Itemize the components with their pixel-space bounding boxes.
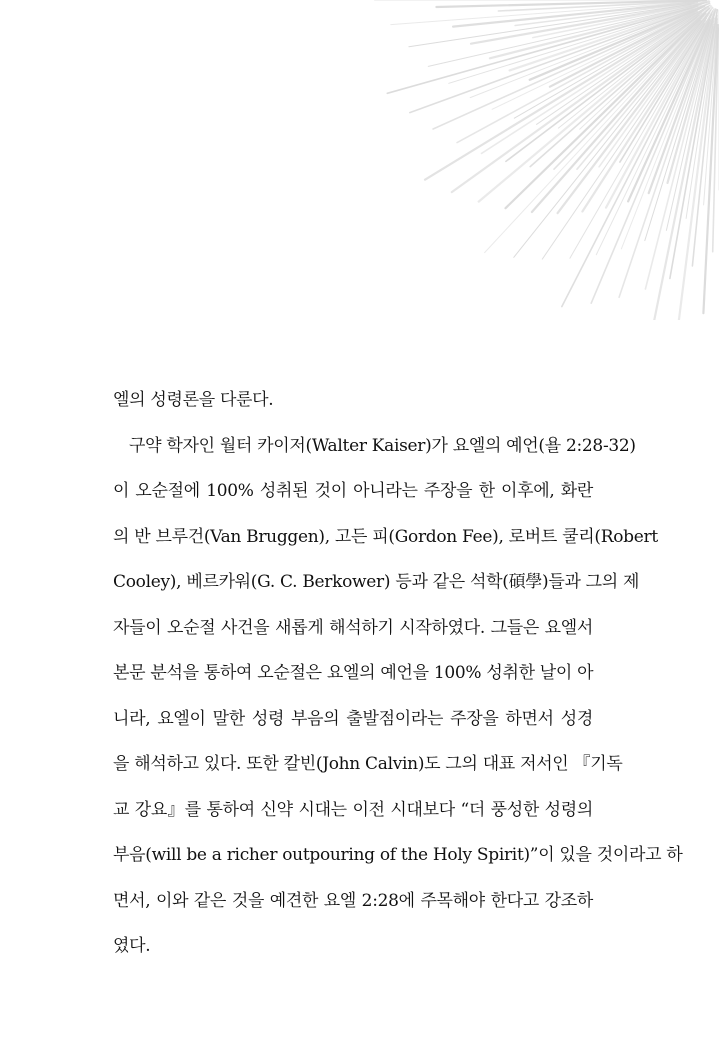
sunburst-ray — [510, 9, 693, 71]
sunburst-ray — [471, 2, 709, 44]
sunburst-ray — [428, 4, 703, 67]
sunburst-ray — [506, 15, 699, 161]
text-line: 엘의 성령론을 다룬다. — [113, 390, 274, 410]
sunburst-rays-icon — [0, 0, 719, 320]
text-line: 자들이 오순절 사건을 새롭게 해석하기 시작하였다. 그들은 요엘서 — [113, 617, 593, 638]
text-line: 의 반 브루건(Van Bruggen), 고든 피(Gordon Fee), 로버트 쿨리(Robert — [113, 526, 658, 547]
sunburst-ray — [436, 0, 706, 7]
sunburst-ray — [425, 7, 708, 180]
sunburst-ray — [606, 11, 713, 207]
sunburst-ray — [506, 13, 706, 208]
sunburst-ray — [599, 15, 708, 166]
sunburst-ray — [449, 7, 695, 83]
sunburst-ray — [692, 19, 717, 266]
sunburst-ray — [409, 4, 691, 47]
sunburst-ray — [533, 3, 707, 38]
text-line: 부음(will be a richer outpouring of the Holy Spirit)”이 있을 것이라고 하 — [113, 845, 683, 865]
sunburst-ray — [591, 23, 709, 303]
sunburst-ray — [530, 9, 709, 167]
sunburst-ray — [498, 1, 703, 11]
sunburst-ray — [668, 18, 714, 183]
sunburst-ray — [433, 8, 702, 129]
sunburst-ray — [562, 14, 712, 306]
sunburst-ray — [490, 5, 701, 59]
sunburst-ray — [582, 21, 705, 212]
sunburst-ray — [621, 26, 708, 249]
sunburst-ray — [570, 9, 714, 259]
sunburst-ray — [596, 17, 711, 255]
text-line: 구약 학자인 월터 카이저(Walter Kaiser)가 요엘의 예언(욜 2:28-32) — [129, 435, 636, 456]
sunburst-ray — [620, 24, 705, 162]
sunburst-ray — [542, 18, 706, 259]
sunburst-ray — [704, 22, 718, 205]
sunburst-ray — [558, 18, 697, 129]
sunburst-ray — [678, 16, 717, 320]
sunburst-ray — [649, 9, 716, 193]
sunburst-ray — [645, 15, 715, 240]
text-line: 이 오순절에 100% 성취된 것이 아니라는 주장을 한 이후에, 화란 — [113, 481, 593, 501]
sunburst-ray — [645, 21, 713, 289]
sunburst-ray — [532, 21, 701, 212]
sunburst-ray — [580, 11, 708, 129]
sunburst-ray — [666, 24, 713, 230]
sunburst-ray — [452, 13, 701, 192]
sunburst-ray — [453, 2, 697, 26]
sunburst-ray — [628, 20, 710, 201]
sunburst-ray — [670, 10, 717, 279]
body-text — [113, 378, 683, 970]
sunburst-ray — [514, 5, 710, 118]
sunburst-ray — [514, 10, 711, 257]
sunburst-ray — [410, 3, 710, 112]
sunburst-ray — [391, 1, 700, 24]
sunburst-ray — [558, 13, 710, 213]
sunburst-ray — [686, 13, 717, 219]
text-line: 였다. — [113, 936, 151, 956]
sunburst-ray — [554, 16, 704, 170]
sunburst-ray — [530, 6, 705, 80]
sunburst-ray — [457, 13, 694, 142]
sunburst-ray — [485, 18, 702, 252]
sunburst-ray — [470, 5, 707, 98]
text-line: 교 강요』를 통하여 신약 시대는 이전 시대보다 “더 풍성한 성령의 — [113, 799, 593, 820]
sunburst-ray — [515, 3, 694, 25]
sunburst-ray — [492, 10, 699, 110]
sunburst-ray — [387, 6, 698, 93]
text-line: 면서, 이와 같은 것을 예견한 요엘 2:28에 주목해야 한다고 강조하 — [113, 890, 593, 911]
sunburst-ray — [550, 11, 697, 86]
text-line: 니라, 요엘이 말한 성령 부음의 출발점이라는 주장을 하면서 성경 — [113, 708, 593, 729]
sunburst-ray — [619, 12, 715, 297]
sunburst-ray — [479, 6, 712, 201]
sunburst-ray — [703, 25, 717, 313]
text-line: 본문 분석을 통하여 오순절은 요엘의 예언을 100% 성취한 날이 아 — [113, 663, 594, 683]
sunburst-ray — [482, 9, 706, 154]
sunburst-ray — [537, 11, 704, 125]
text-line: Cooley), 베르카워(G. C. Berkower) 등과 같은 석학(碩學)들과 그의 제 — [113, 572, 640, 592]
sunburst-ray — [577, 8, 713, 170]
sunburst-ray — [713, 28, 719, 252]
sunburst-ray — [651, 27, 714, 320]
text-line: 을 해석하고 있다. 또한 칼빈(John Calvin)도 그의 대표 저서인 『기독 — [113, 754, 623, 774]
